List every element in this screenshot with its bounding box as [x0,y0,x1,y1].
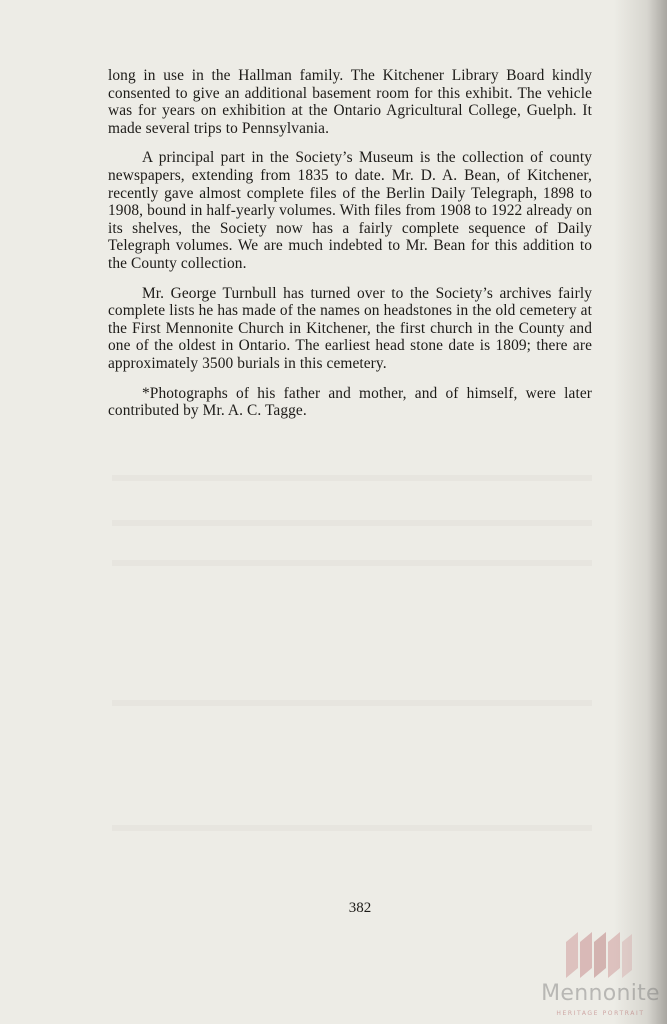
watermark-tagline: HERITAGE PORTRAIT [556,1010,645,1017]
paragraph-cemetery: Mr. George Turnbull has turned over to the Society’s archives fairly complete lists he has made of the names on headstones in the old cemetery at the First Mennonite Church in Kitchener, the first church in the County and one of the oldest in Ontario. The earliest head stone date is 1809; there are approximately 3500 burials in this cemetery. [108,284,592,372]
body-text [108,67,592,432]
page-number: 382 [348,900,372,916]
watermark [538,926,663,1024]
paragraph-newspapers: A principal part in the Society’s Museum is the collection of county newspapers, extending from 1835 to date. Mr. D. A. Bean, of Kitchener, recently gave almost complete files of the Berlin Daily Telegraph, 1898 to 1908, bound in half-yearly volumes. With files from 1908 to 1922 already on its shelves, the Society now has a fairly complete sequence of Daily Telegraph volumes. We are much indebted to Mr. Bean for this addition to the County collection. [108,149,592,272]
footnote-photographs: *Photographs of his father and mother, and of himself, were later contributed by Mr. A. C. Tagge. [108,384,592,420]
show-through-line [112,520,592,526]
watermark-name: Mennonite [541,981,660,1006]
show-through-line [112,560,592,566]
paragraph-continued: long in use in the Hallman family. The Kitchener Library Board kindly consented to give an additional basement room for this exhibit. The vehicle was for years on exhibition at the Ontario Agricultural College, Guelph. It made several trips to Pennsylvania. [108,67,592,137]
show-through-line [112,475,592,481]
mennonite-heritage-logo-icon [564,930,634,980]
show-through-line [112,825,592,831]
show-through-line [112,700,592,706]
